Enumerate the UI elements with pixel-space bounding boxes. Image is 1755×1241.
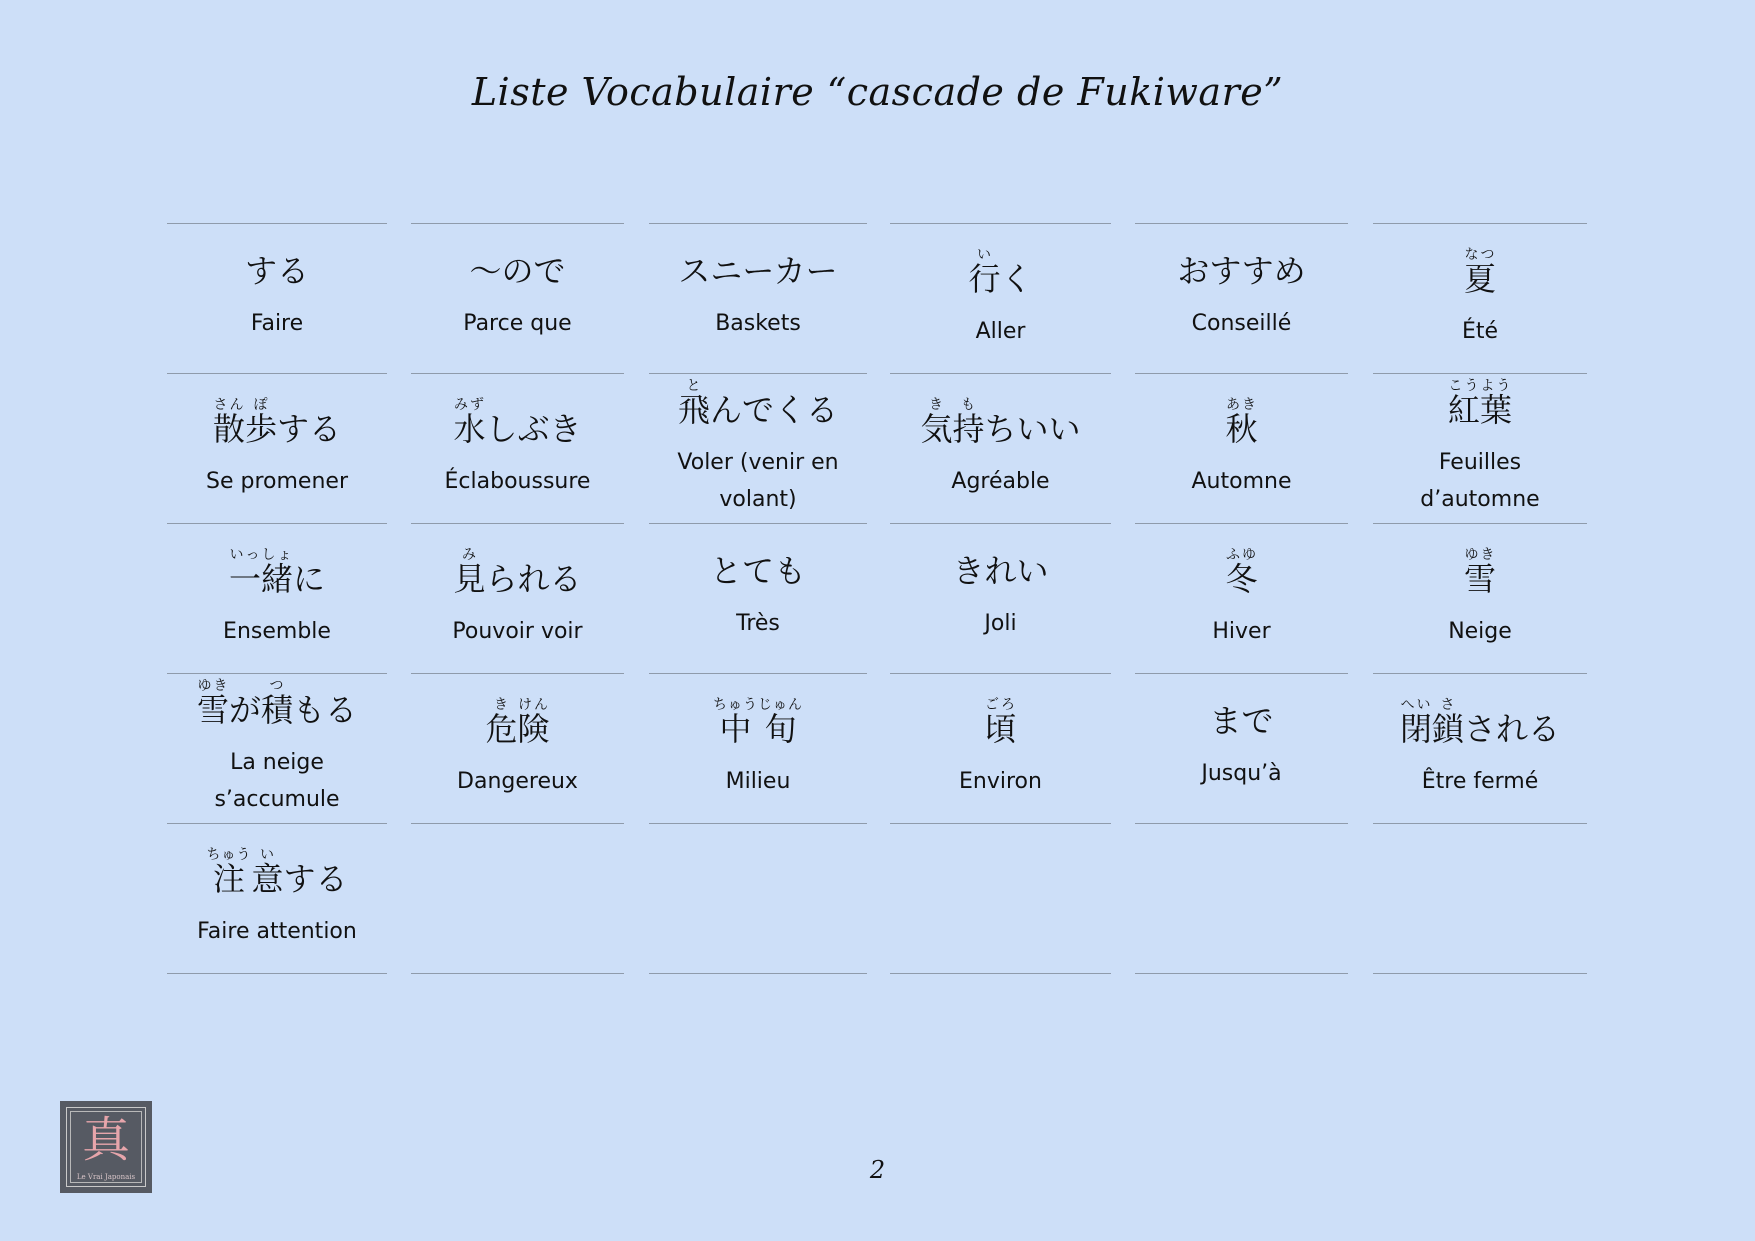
japanese-word [469,251,566,290]
kanji: 秋 [1225,409,1258,448]
furigana: あき [1225,396,1258,413]
kanji-with-furigana [517,696,550,748]
japanese-word [196,678,358,729]
kanji-with-furigana [453,546,486,598]
furigana: なつ [1463,246,1496,263]
kanji-with-furigana [920,396,953,448]
french-translation: Joli [984,610,1017,636]
kana: しぶき [485,409,582,448]
kanji-with-furigana [196,678,229,729]
furigana: こうよう [1447,378,1512,394]
japanese-word [1209,701,1274,740]
kanji: 雪 [1463,559,1496,598]
kanji: 閉 [1399,709,1432,748]
vocab-card [1135,373,1348,523]
furigana: ゆき [1463,546,1496,563]
furigana: き [485,696,518,713]
furigana: ぽ [244,396,277,413]
row-divider [649,973,867,974]
japanese-word [1463,246,1496,298]
kanji-with-furigana [228,546,293,598]
japanese-word [677,378,839,429]
kanji-with-furigana [1463,246,1496,298]
kanji: 水 [453,409,486,448]
vocab-card [167,673,387,823]
furigana: ふゆ [1225,546,1258,563]
kanji: 夏 [1463,259,1496,298]
row-divider [1135,823,1348,824]
kana: られる [485,559,582,598]
kana: が [228,691,261,729]
furigana: い [251,846,284,863]
kanji: 飛 [677,391,710,429]
kanji-with-furigana [244,396,277,448]
vocab-card [411,523,624,673]
vocab-card [1373,223,1587,373]
japanese-word [1225,546,1258,598]
furigana: と [677,378,710,394]
kanji-with-furigana [453,396,486,448]
row-divider [411,823,624,824]
kanji: 頃 [984,709,1017,748]
kanji: 見 [453,559,486,598]
kanji-with-furigana [713,696,758,748]
kana: に [293,559,326,598]
french-translation: Pouvoir voir [452,618,583,644]
furigana: ごろ [984,696,1017,713]
french-translation: Se promener [206,468,348,494]
furigana: ちゅう [206,846,252,863]
kanji-with-furigana [757,696,803,748]
french-translation: Parce que [463,310,572,336]
japanese-word [1447,378,1512,429]
french-translation: Hiver [1212,618,1271,644]
vocab-card [1135,523,1348,673]
vocab-card [1373,373,1587,523]
row-divider [649,823,867,824]
kanji-with-furigana [251,846,284,898]
kana: く [1000,259,1033,298]
japanese-word [1177,251,1306,290]
kanji: 意 [251,859,284,898]
vocab-card [890,373,1111,523]
furigana: さん [212,396,245,413]
furigana: いっしょ [228,546,293,563]
kanji-with-furigana [677,378,710,429]
kana: スニーカー [678,251,838,290]
kana: する [244,251,309,290]
french-translation: Été [1461,318,1499,344]
kanji-with-furigana [984,696,1017,748]
row-divider [890,973,1111,974]
french-translation: Milieu [725,768,791,794]
logo-frame [66,1107,146,1187]
kanji: 一緒 [228,559,293,598]
vocabulary-grid [0,223,1755,977]
furigana: い [968,246,1001,263]
vocab-card [1135,223,1348,373]
kanji: 持 [952,409,985,448]
kanji: 気 [920,409,953,448]
japanese-word [968,246,1033,298]
vocab-card [167,373,387,523]
kanji-with-furigana [1399,696,1432,748]
kana: んでくる [710,391,839,429]
japanese-word [453,396,582,448]
row-divider [167,973,387,974]
kana: きれい [952,551,1049,590]
french-translation: Feuilles d’automne [1420,450,1540,512]
french-translation: La neige s’accumule [214,750,340,812]
kana: まで [1209,701,1274,740]
furigana: も [952,396,985,413]
kanji: 中 [713,709,758,748]
french-translation: Faire [250,310,304,336]
kana: ～ので [469,251,566,290]
furigana: みず [453,396,486,413]
row-divider [411,973,624,974]
kanji-with-furigana [485,696,518,748]
kanji: 雪 [196,691,229,729]
french-translation: Automne [1191,468,1292,494]
page-number: 2 [869,1156,886,1184]
vocab-card [167,223,387,373]
japanese-word [709,551,806,590]
kanji: 危 [485,709,518,748]
french-translation: Jusqu’à [1201,760,1282,786]
logo-caption: Le Vrai Japonais [76,1173,136,1181]
kana: とても [709,551,806,590]
furigana: み [453,546,486,563]
furigana: へい [1399,696,1432,713]
kanji-with-furigana [206,846,252,898]
vocab-card [890,673,1111,823]
row-divider [1373,973,1587,974]
kanji-with-furigana [1447,378,1512,429]
page-title: Liste Vocabulaire “cascade de Fukiware” [471,70,1284,114]
kanji: 歩 [244,409,277,448]
french-translation: Voler (venir en volant) [677,450,839,512]
french-translation: Environ [959,768,1042,794]
french-translation: Neige [1448,618,1512,644]
kanji: 鎖 [1431,709,1464,748]
row-divider [1135,973,1348,974]
vocab-card [411,223,624,373]
kanji-with-furigana [968,246,1001,298]
french-translation: Conseillé [1191,310,1292,336]
kanji-with-furigana [1463,546,1496,598]
row-divider [890,823,1111,824]
japanese-word [1399,696,1561,748]
vocab-card [890,223,1111,373]
furigana: ゆき [196,678,229,694]
logo [60,1101,152,1193]
kanji: 散 [212,409,245,448]
japanese-word [1225,396,1258,448]
japanese-word [920,396,1081,448]
kanji: 冬 [1225,559,1258,598]
vocab-card [890,523,1111,673]
row-divider [1373,823,1587,824]
kanji: 積 [261,691,294,729]
vocab-card [649,373,867,523]
kanji: 紅葉 [1447,391,1512,429]
japanese-word [984,696,1017,748]
vocab-card [1373,673,1587,823]
vocab-card [167,523,387,673]
french-translation: Éclaboussure [444,468,591,494]
kana: ちいい [984,409,1081,448]
kana: おすすめ [1177,251,1306,290]
french-translation: Agréable [951,468,1050,494]
japanese-word [952,551,1049,590]
kanji-with-furigana [1431,696,1464,748]
furigana: つ [261,678,293,694]
french-translation: Être fermé [1421,768,1539,794]
kanji: 旬 [757,709,803,748]
japanese-word [453,546,582,598]
kanji-with-furigana [952,396,985,448]
french-translation: Dangereux [457,768,578,794]
japanese-word [228,546,326,598]
kana: する [277,409,342,448]
furigana: けん [517,696,550,713]
japanese-word [212,396,342,448]
kanji: 行 [968,259,1001,298]
kanji-with-furigana [212,396,245,448]
kanji-with-furigana [1225,546,1258,598]
kanji-with-furigana [1225,396,1258,448]
vocab-card [167,823,387,973]
vocab-card [649,673,867,823]
japanese-word [244,251,309,290]
logo-kanji: 真 [81,1112,130,1168]
vocab-card [649,223,867,373]
french-translation: Très [736,610,780,636]
furigana: じゅん [757,696,803,713]
furigana: ちゅう [713,696,758,713]
furigana: き [920,396,953,413]
furigana: さ [1431,696,1464,713]
japanese-word [713,696,803,748]
vocab-card [411,373,624,523]
french-translation: Faire attention [197,918,357,944]
french-translation: Baskets [715,310,801,336]
french-translation: Ensemble [223,618,331,644]
kana: される [1464,709,1561,748]
japanese-word [678,251,838,290]
japanese-word [485,696,550,748]
vocab-card [1135,673,1348,823]
kanji: 険 [517,709,550,748]
kana: する [283,859,348,898]
vocab-card [649,523,867,673]
vocab-card [411,673,624,823]
kanji-with-furigana [261,678,294,729]
japanese-word [1463,546,1496,598]
kanji: 注 [206,859,252,898]
vocab-card [1373,523,1587,673]
japanese-word [206,846,348,898]
kana: もる [293,691,358,729]
french-translation: Aller [975,318,1026,344]
